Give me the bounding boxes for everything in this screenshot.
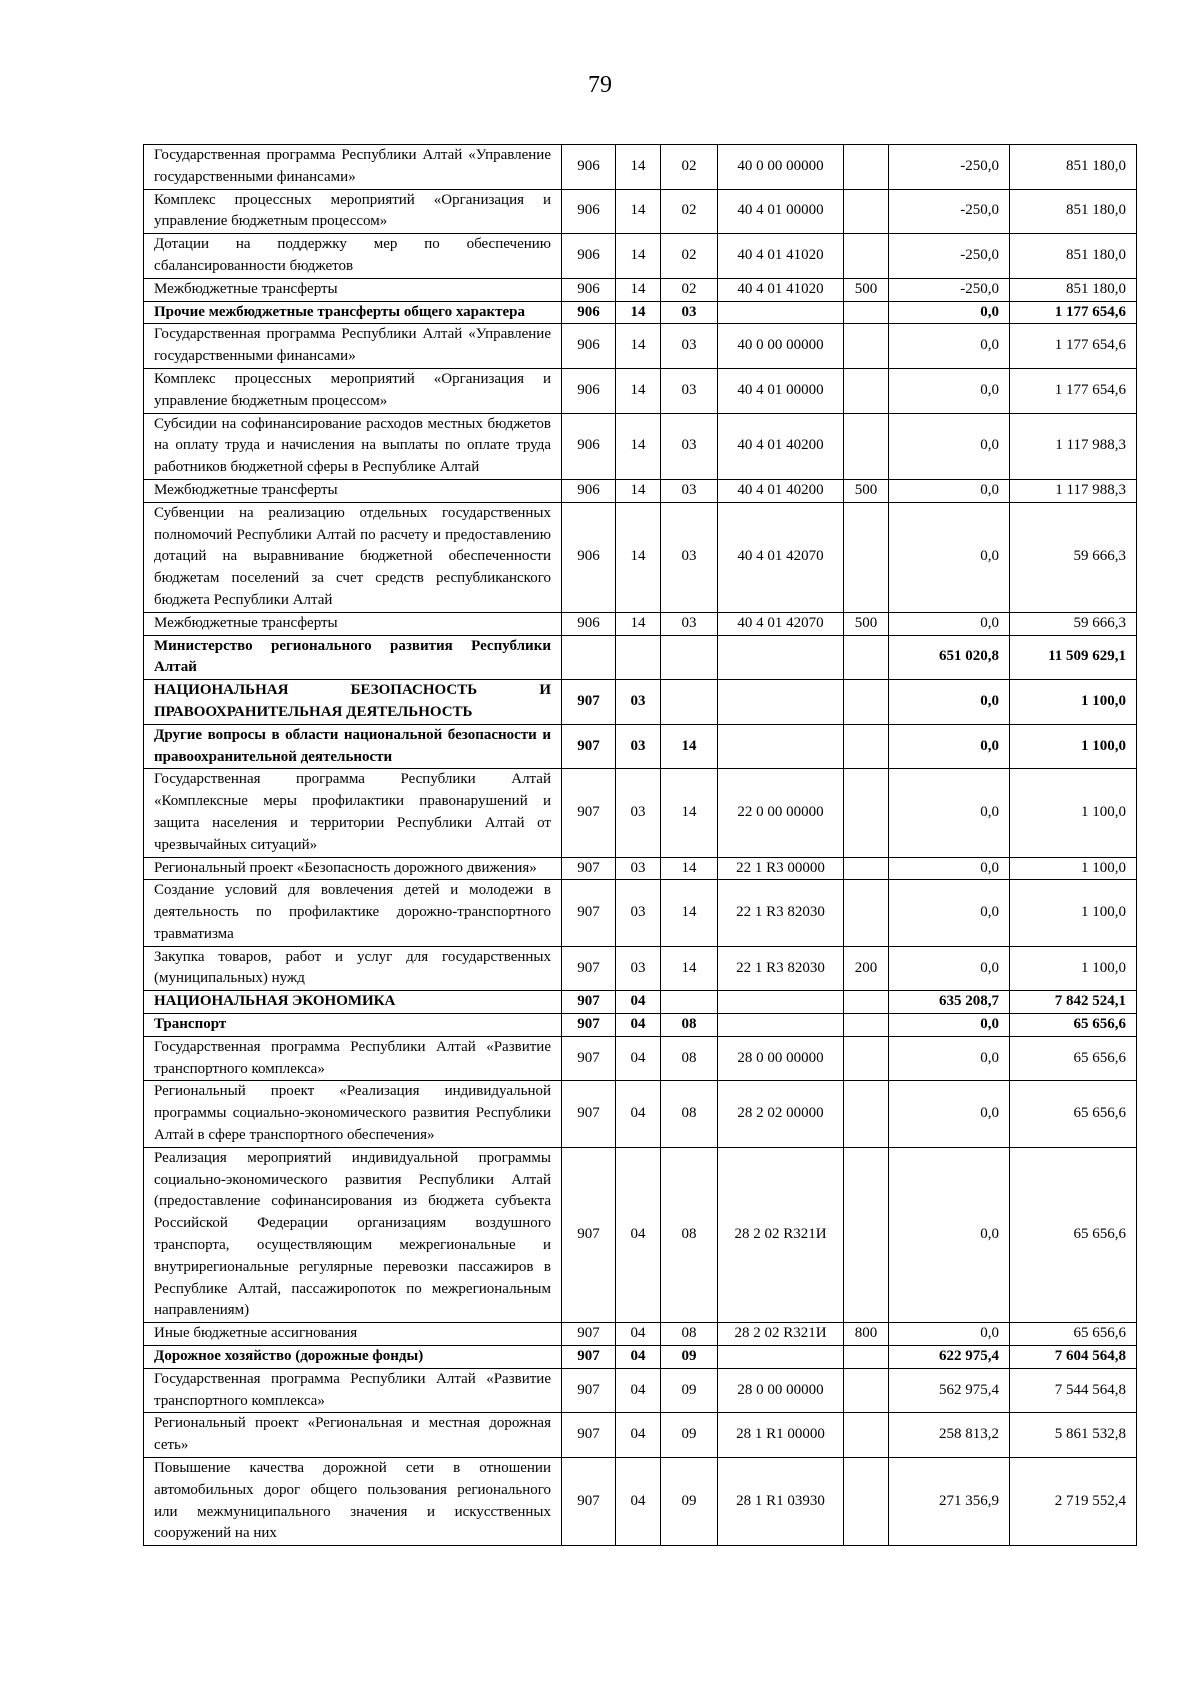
row-csr-cell <box>718 301 844 324</box>
row-sum1-cell: 0,0 <box>889 502 1010 612</box>
row-pr-cell <box>661 991 718 1014</box>
row-pr-cell: 08 <box>661 1323 718 1346</box>
row-sum1-cell: 0,0 <box>889 1036 1010 1081</box>
row-rz-cell: 14 <box>616 278 661 301</box>
table-row <box>144 1346 1137 1369</box>
row-pr-cell: 03 <box>661 413 718 479</box>
row-rz-cell: 04 <box>616 1014 661 1037</box>
row-pr-cell: 03 <box>661 368 718 413</box>
row-rz-cell: 03 <box>616 724 661 769</box>
row-vr-cell <box>844 1413 889 1458</box>
row-rz-cell: 04 <box>616 1413 661 1458</box>
row-sum1-cell: 622 975,4 <box>889 1346 1010 1369</box>
row-gr-cell: 907 <box>562 680 616 725</box>
row-sum2-cell: 1 100,0 <box>1010 769 1137 857</box>
row-rz-cell: 14 <box>616 324 661 369</box>
row-name-cell: Другие вопросы в области национальной безопасности и правоохранительной деятельности <box>144 724 562 769</box>
row-rz-cell: 03 <box>616 946 661 991</box>
row-name-cell: Закупка товаров, работ и услуг для государственных (муниципальных) нужд <box>144 946 562 991</box>
row-pr-cell: 09 <box>661 1413 718 1458</box>
row-sum1-cell: 0,0 <box>889 368 1010 413</box>
row-pr-cell: 03 <box>661 502 718 612</box>
row-sum1-cell: -250,0 <box>889 189 1010 234</box>
row-gr-cell: 906 <box>562 479 616 502</box>
row-name-cell: Межбюджетные трансферты <box>144 479 562 502</box>
row-vr-cell <box>844 368 889 413</box>
table-row <box>144 1458 1137 1546</box>
row-sum2-cell: 7 604 564,8 <box>1010 1346 1137 1369</box>
row-gr-cell: 907 <box>562 769 616 857</box>
row-pr-cell: 08 <box>661 1081 718 1147</box>
row-name-cell: Государственная программа Республики Алтай «Комплексные меры профилактики правонарушений и защита населения и территории Республики Алтай от чрезвычайных ситуаций» <box>144 769 562 857</box>
row-sum1-cell: 562 975,4 <box>889 1368 1010 1413</box>
row-vr-cell: 500 <box>844 479 889 502</box>
row-name-cell: Государственная программа Республики Алтай «Управление государственными финансами» <box>144 324 562 369</box>
row-csr-cell: 40 4 01 41020 <box>718 278 844 301</box>
row-name-cell: Повышение качества дорожной сети в отношении автомобильных дорог общего пользования регионального или межмуниципального значения и искусственных сооружений на них <box>144 1458 562 1546</box>
row-pr-cell: 14 <box>661 880 718 946</box>
row-sum2-cell: 851 180,0 <box>1010 234 1137 279</box>
row-vr-cell <box>844 680 889 725</box>
row-gr-cell: 906 <box>562 278 616 301</box>
row-csr-cell: 22 0 00 00000 <box>718 769 844 857</box>
row-vr-cell <box>844 234 889 279</box>
table-row <box>144 479 1137 502</box>
row-sum1-cell: 0,0 <box>889 1081 1010 1147</box>
table-row <box>144 502 1137 612</box>
row-rz-cell <box>616 635 661 680</box>
row-csr-cell: 40 4 01 42070 <box>718 502 844 612</box>
row-gr-cell: 906 <box>562 324 616 369</box>
row-csr-cell: 40 0 00 00000 <box>718 324 844 369</box>
row-name-cell: Межбюджетные трансферты <box>144 612 562 635</box>
row-sum2-cell: 7 842 524,1 <box>1010 991 1137 1014</box>
row-csr-cell: 28 2 02 R321И <box>718 1323 844 1346</box>
row-pr-cell: 08 <box>661 1036 718 1081</box>
row-sum2-cell: 1 177 654,6 <box>1010 324 1137 369</box>
row-name-cell: Комплекс процессных мероприятий «Организация и управление бюджетным процессом» <box>144 368 562 413</box>
row-name-cell: Министерство регионального развития Республики Алтай <box>144 635 562 680</box>
row-sum1-cell: 0,0 <box>889 880 1010 946</box>
row-gr-cell: 907 <box>562 857 616 880</box>
table-row <box>144 680 1137 725</box>
row-name-cell: Государственная программа Республики Алтай «Развитие транспортного комплекса» <box>144 1036 562 1081</box>
row-csr-cell: 40 4 01 41020 <box>718 234 844 279</box>
table-row <box>144 234 1137 279</box>
row-csr-cell <box>718 635 844 680</box>
row-csr-cell: 22 1 R3 82030 <box>718 880 844 946</box>
row-pr-cell: 08 <box>661 1147 718 1322</box>
row-sum2-cell: 851 180,0 <box>1010 145 1137 190</box>
row-name-cell: Межбюджетные трансферты <box>144 278 562 301</box>
row-gr-cell: 907 <box>562 880 616 946</box>
row-vr-cell: 500 <box>844 612 889 635</box>
row-rz-cell: 04 <box>616 1036 661 1081</box>
row-gr-cell: 907 <box>562 1346 616 1369</box>
row-vr-cell <box>844 991 889 1014</box>
row-pr-cell: 02 <box>661 145 718 190</box>
row-vr-cell <box>844 301 889 324</box>
row-sum2-cell: 65 656,6 <box>1010 1147 1137 1322</box>
row-pr-cell: 03 <box>661 301 718 324</box>
row-sum1-cell: 0,0 <box>889 769 1010 857</box>
row-rz-cell: 14 <box>616 612 661 635</box>
table-row <box>144 145 1137 190</box>
row-rz-cell: 14 <box>616 145 661 190</box>
table-row <box>144 301 1137 324</box>
row-csr-cell <box>718 991 844 1014</box>
row-sum2-cell: 1 117 988,3 <box>1010 479 1137 502</box>
table-row <box>144 1147 1137 1322</box>
row-sum2-cell: 1 117 988,3 <box>1010 413 1137 479</box>
row-name-cell: НАЦИОНАЛЬНАЯ ЭКОНОМИКА <box>144 991 562 1014</box>
table-row <box>144 612 1137 635</box>
row-rz-cell: 04 <box>616 1323 661 1346</box>
page-number: 79 <box>588 72 612 98</box>
row-sum2-cell: 65 656,6 <box>1010 1036 1137 1081</box>
row-sum2-cell: 59 666,3 <box>1010 502 1137 612</box>
row-sum2-cell: 2 719 552,4 <box>1010 1458 1137 1546</box>
row-sum2-cell: 65 656,6 <box>1010 1081 1137 1147</box>
row-sum1-cell: 0,0 <box>889 612 1010 635</box>
row-csr-cell: 22 1 R3 82030 <box>718 946 844 991</box>
row-sum1-cell: 0,0 <box>889 680 1010 725</box>
row-csr-cell: 28 0 00 00000 <box>718 1036 844 1081</box>
row-vr-cell <box>844 145 889 190</box>
table-row <box>144 880 1137 946</box>
row-rz-cell: 14 <box>616 368 661 413</box>
row-vr-cell <box>844 189 889 234</box>
row-sum1-cell: 651 020,8 <box>889 635 1010 680</box>
table-row <box>144 368 1137 413</box>
row-rz-cell: 03 <box>616 769 661 857</box>
row-gr-cell <box>562 635 616 680</box>
row-name-cell: Прочие межбюджетные трансферты общего характера <box>144 301 562 324</box>
row-sum2-cell: 1 100,0 <box>1010 880 1137 946</box>
row-gr-cell: 906 <box>562 189 616 234</box>
row-csr-cell: 28 2 02 00000 <box>718 1081 844 1147</box>
row-name-cell: НАЦИОНАЛЬНАЯ БЕЗОПАСНОСТЬ И ПРАВООХРАНИТЕЛЬНАЯ ДЕЯТЕЛЬНОСТЬ <box>144 680 562 725</box>
row-sum1-cell: 0,0 <box>889 413 1010 479</box>
row-rz-cell: 14 <box>616 502 661 612</box>
table-row <box>144 413 1137 479</box>
row-vr-cell <box>844 324 889 369</box>
row-sum1-cell: 271 356,9 <box>889 1458 1010 1546</box>
row-name-cell: Субсидии на софинансирование расходов местных бюджетов на оплату труда и начисления на выплаты по оплате труда работников бюджетной сферы в Республике Алтай <box>144 413 562 479</box>
row-gr-cell: 907 <box>562 991 616 1014</box>
row-sum1-cell: 635 208,7 <box>889 991 1010 1014</box>
row-vr-cell <box>844 724 889 769</box>
row-sum2-cell: 5 861 532,8 <box>1010 1413 1137 1458</box>
row-pr-cell: 14 <box>661 946 718 991</box>
row-vr-cell <box>844 1346 889 1369</box>
row-name-cell: Государственная программа Республики Алтай «Управление государственными финансами» <box>144 145 562 190</box>
row-sum2-cell: 1 100,0 <box>1010 946 1137 991</box>
row-vr-cell <box>844 1458 889 1546</box>
row-gr-cell: 907 <box>562 946 616 991</box>
table-row <box>144 946 1137 991</box>
row-pr-cell: 03 <box>661 612 718 635</box>
row-rz-cell: 04 <box>616 1458 661 1546</box>
row-vr-cell: 800 <box>844 1323 889 1346</box>
row-gr-cell: 906 <box>562 234 616 279</box>
row-gr-cell: 906 <box>562 368 616 413</box>
row-pr-cell: 09 <box>661 1368 718 1413</box>
row-vr-cell: 200 <box>844 946 889 991</box>
row-vr-cell: 500 <box>844 278 889 301</box>
row-sum2-cell: 1 177 654,6 <box>1010 301 1137 324</box>
row-sum1-cell: 0,0 <box>889 1323 1010 1346</box>
row-gr-cell: 907 <box>562 1413 616 1458</box>
row-pr-cell: 02 <box>661 278 718 301</box>
row-csr-cell: 28 2 02 R321И <box>718 1147 844 1322</box>
row-csr-cell: 40 4 01 40200 <box>718 479 844 502</box>
row-csr-cell <box>718 680 844 725</box>
row-name-cell: Комплекс процессных мероприятий «Организация и управление бюджетным процессом» <box>144 189 562 234</box>
row-sum2-cell: 851 180,0 <box>1010 189 1137 234</box>
row-pr-cell: 14 <box>661 857 718 880</box>
row-name-cell: Субвенции на реализацию отдельных государственных полномочий Республики Алтай по расчету и предоставлению дотаций на выравнивание бюджетной обеспеченности бюджетам поселений за счет средств республиканского бюджета Республики Алтай <box>144 502 562 612</box>
row-csr-cell: 40 4 01 42070 <box>718 612 844 635</box>
row-vr-cell <box>844 857 889 880</box>
row-csr-cell: 28 1 R1 00000 <box>718 1413 844 1458</box>
row-csr-cell <box>718 1346 844 1369</box>
row-pr-cell: 03 <box>661 324 718 369</box>
row-gr-cell: 906 <box>562 502 616 612</box>
row-csr-cell: 40 4 01 40200 <box>718 413 844 479</box>
row-rz-cell: 14 <box>616 413 661 479</box>
row-name-cell: Дотации на поддержку мер по обеспечению сбалансированности бюджетов <box>144 234 562 279</box>
table-row <box>144 1413 1137 1458</box>
row-pr-cell: 09 <box>661 1458 718 1546</box>
row-rz-cell: 04 <box>616 1368 661 1413</box>
row-pr-cell <box>661 635 718 680</box>
row-csr-cell <box>718 724 844 769</box>
row-name-cell: Региональный проект «Реализация индивидуальной программы социально-экономического развития Республики Алтай в сфере транспортного обеспечения» <box>144 1081 562 1147</box>
row-vr-cell <box>844 1147 889 1322</box>
row-gr-cell: 907 <box>562 1147 616 1322</box>
row-name-cell: Региональный проект «Безопасность дорожного движения» <box>144 857 562 880</box>
row-gr-cell: 907 <box>562 724 616 769</box>
row-sum2-cell: 7 544 564,8 <box>1010 1368 1137 1413</box>
table-row <box>144 1014 1137 1037</box>
row-gr-cell: 906 <box>562 145 616 190</box>
table-row <box>144 635 1137 680</box>
table-row <box>144 1368 1137 1413</box>
table-row <box>144 278 1137 301</box>
row-sum1-cell: 0,0 <box>889 857 1010 880</box>
budget-table <box>143 144 1137 1546</box>
row-sum2-cell: 851 180,0 <box>1010 278 1137 301</box>
row-vr-cell <box>844 502 889 612</box>
row-sum2-cell: 59 666,3 <box>1010 612 1137 635</box>
row-sum2-cell: 11 509 629,1 <box>1010 635 1137 680</box>
row-rz-cell: 04 <box>616 1081 661 1147</box>
table-row <box>144 324 1137 369</box>
row-pr-cell: 02 <box>661 189 718 234</box>
row-sum1-cell: 0,0 <box>889 1147 1010 1322</box>
row-sum2-cell: 1 100,0 <box>1010 680 1137 725</box>
row-sum1-cell: 0,0 <box>889 301 1010 324</box>
row-rz-cell: 03 <box>616 880 661 946</box>
row-sum1-cell: 0,0 <box>889 1014 1010 1037</box>
row-sum1-cell: -250,0 <box>889 145 1010 190</box>
row-sum2-cell: 1 100,0 <box>1010 857 1137 880</box>
row-gr-cell: 907 <box>562 1036 616 1081</box>
row-rz-cell: 14 <box>616 479 661 502</box>
row-gr-cell: 907 <box>562 1014 616 1037</box>
row-vr-cell <box>844 880 889 946</box>
row-name-cell: Реализация мероприятий индивидуальной программы социально-экономического развития Республики Алтай (предоставление софинансирования из бюджета субъекта Российской Федерации организациям воздушного транспорта, осуществляющим межрегиональные и внутрирегиональные регулярные перевозки пассажиров в Республике Алтай, пассажиропоток по межрегиональным направлениям) <box>144 1147 562 1322</box>
table-row <box>144 769 1137 857</box>
row-vr-cell <box>844 413 889 479</box>
table-row <box>144 724 1137 769</box>
row-rz-cell: 14 <box>616 189 661 234</box>
row-rz-cell: 03 <box>616 680 661 725</box>
row-gr-cell: 907 <box>562 1323 616 1346</box>
row-name-cell: Создание условий для вовлечения детей и молодежи в деятельность по профилактике дорожно-транспортного травматизма <box>144 880 562 946</box>
row-pr-cell: 03 <box>661 479 718 502</box>
row-pr-cell: 02 <box>661 234 718 279</box>
row-name-cell: Государственная программа Республики Алтай «Развитие транспортного комплекса» <box>144 1368 562 1413</box>
row-name-cell: Региональный проект «Региональная и местная дорожная сеть» <box>144 1413 562 1458</box>
table-row <box>144 1036 1137 1081</box>
row-sum1-cell: -250,0 <box>889 278 1010 301</box>
table-row <box>144 857 1137 880</box>
row-sum1-cell: 0,0 <box>889 724 1010 769</box>
row-sum1-cell: 0,0 <box>889 479 1010 502</box>
row-vr-cell <box>844 1036 889 1081</box>
row-sum2-cell: 65 656,6 <box>1010 1323 1137 1346</box>
row-gr-cell: 907 <box>562 1458 616 1546</box>
row-gr-cell: 906 <box>562 612 616 635</box>
row-rz-cell: 14 <box>616 301 661 324</box>
row-name-cell: Дорожное хозяйство (дорожные фонды) <box>144 1346 562 1369</box>
row-name-cell: Транспорт <box>144 1014 562 1037</box>
row-sum2-cell: 1 177 654,6 <box>1010 368 1137 413</box>
row-sum1-cell: 258 813,2 <box>889 1413 1010 1458</box>
row-gr-cell: 907 <box>562 1081 616 1147</box>
row-csr-cell: 22 1 R3 00000 <box>718 857 844 880</box>
row-sum1-cell: 0,0 <box>889 324 1010 369</box>
row-csr-cell: 28 0 00 00000 <box>718 1368 844 1413</box>
row-gr-cell: 907 <box>562 1368 616 1413</box>
row-csr-cell: 40 4 01 00000 <box>718 189 844 234</box>
table-row <box>144 189 1137 234</box>
table-row <box>144 1081 1137 1147</box>
row-sum1-cell: -250,0 <box>889 234 1010 279</box>
row-pr-cell <box>661 680 718 725</box>
row-csr-cell: 28 1 R1 03930 <box>718 1458 844 1546</box>
row-vr-cell <box>844 1081 889 1147</box>
row-pr-cell: 09 <box>661 1346 718 1369</box>
row-rz-cell: 04 <box>616 991 661 1014</box>
row-rz-cell: 03 <box>616 857 661 880</box>
row-vr-cell <box>844 635 889 680</box>
row-sum2-cell: 65 656,6 <box>1010 1014 1137 1037</box>
row-csr-cell <box>718 1014 844 1037</box>
row-vr-cell <box>844 1368 889 1413</box>
row-rz-cell: 04 <box>616 1147 661 1322</box>
row-vr-cell <box>844 769 889 857</box>
row-rz-cell: 04 <box>616 1346 661 1369</box>
row-pr-cell: 08 <box>661 1014 718 1037</box>
table-row <box>144 1323 1137 1346</box>
row-pr-cell: 14 <box>661 769 718 857</box>
row-csr-cell: 40 0 00 00000 <box>718 145 844 190</box>
row-sum1-cell: 0,0 <box>889 946 1010 991</box>
row-sum2-cell: 1 100,0 <box>1010 724 1137 769</box>
table-row <box>144 991 1137 1014</box>
row-csr-cell: 40 4 01 00000 <box>718 368 844 413</box>
row-gr-cell: 906 <box>562 301 616 324</box>
row-pr-cell: 14 <box>661 724 718 769</box>
row-vr-cell <box>844 1014 889 1037</box>
row-name-cell: Иные бюджетные ассигнования <box>144 1323 562 1346</box>
row-rz-cell: 14 <box>616 234 661 279</box>
row-gr-cell: 906 <box>562 413 616 479</box>
